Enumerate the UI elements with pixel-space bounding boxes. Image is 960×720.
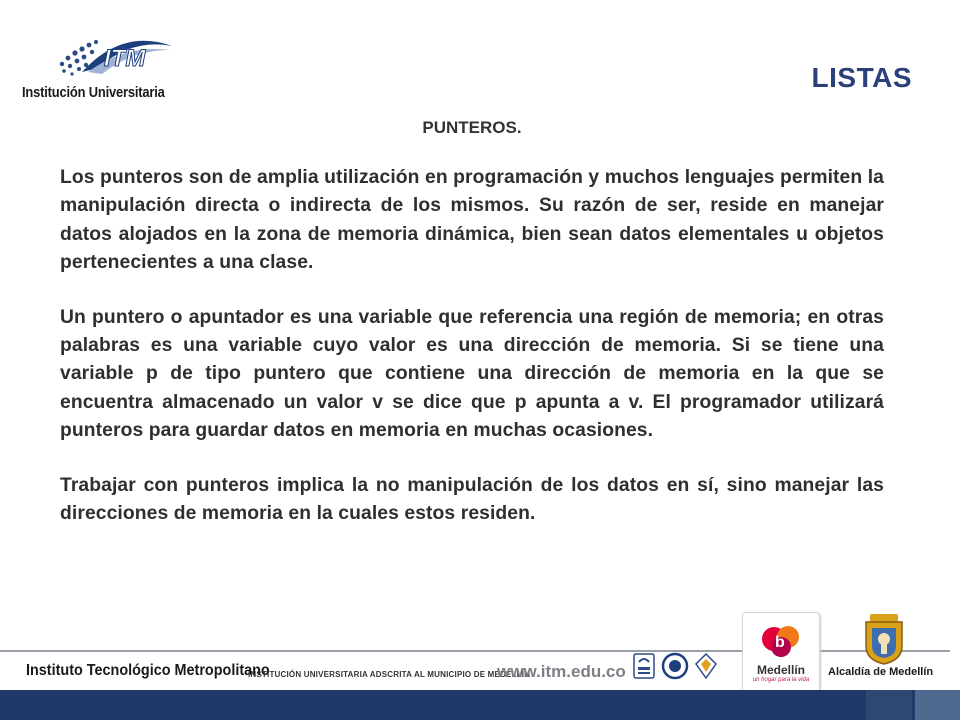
footer-adscrita: INSTITUCIÓN UNIVERSITARIA ADSCRITA AL MUNICIPIO DE MEDELLÍN [248, 670, 531, 679]
itm-logo-mark [52, 32, 178, 82]
footer-institution: Instituto Tecnológico Metropolitano [26, 662, 270, 679]
slide-content [60, 118, 884, 554]
medellin-logo [742, 612, 820, 694]
footer-url[interactable]: www.itm.edu.co [497, 662, 626, 681]
bottom-bar-accent-mid [866, 690, 912, 720]
logo-caption: Institución Universitaria [22, 84, 165, 101]
iqnet-certification-icon [660, 652, 690, 680]
svg-text:b: b [775, 634, 785, 651]
bottom-bar [0, 690, 960, 720]
itm-logo-text: ITM [104, 45, 146, 72]
paragraph-1: Los punteros son de amplia utilización en programación y muchos lenguajes permiten la manipulación directa o indirecta de los mismos. Su razón de ser, reside en manejar datos alojados en la zona de memoria dinámica, bien sean datos elementales u objetos pertenecientes a una clase. [60, 167, 884, 274]
alcaldia-coat-of-arms-icon [860, 612, 908, 666]
medellin-tagline: un hogar para la vida [752, 677, 810, 683]
alcaldia-name: Alcaldía de Medellín [828, 666, 934, 678]
bottom-bar-accent-light [915, 690, 960, 720]
paragraph-2: Un puntero o apuntador es una variable que referencia una región de memoria; en otras palabras es una variable cuyo valor es una dirección de memoria. Si se tiene una variable p de tipo puntero que contiene una dirección de memoria en la que se encuentra almacenado un valor v se dice que p apunta a v. El programador utilizará punteros para guardar datos en memoria en muchas ocasiones. [60, 306, 884, 442]
quality-seal-icon [694, 652, 718, 680]
itm-logo [22, 32, 182, 104]
medellin-heart-icon [743, 613, 819, 663]
medellin-name: Medellín [756, 663, 805, 677]
section-subtitle: PUNTEROS. [422, 118, 522, 137]
paragraph-3: Trabajar con punteros implica la no manipulación de los datos en sí, sino manejar las direcciones de memoria en la cuales estos residen. [60, 474, 884, 525]
certification-icon [632, 652, 658, 680]
slide-title: LISTAS [811, 62, 912, 93]
